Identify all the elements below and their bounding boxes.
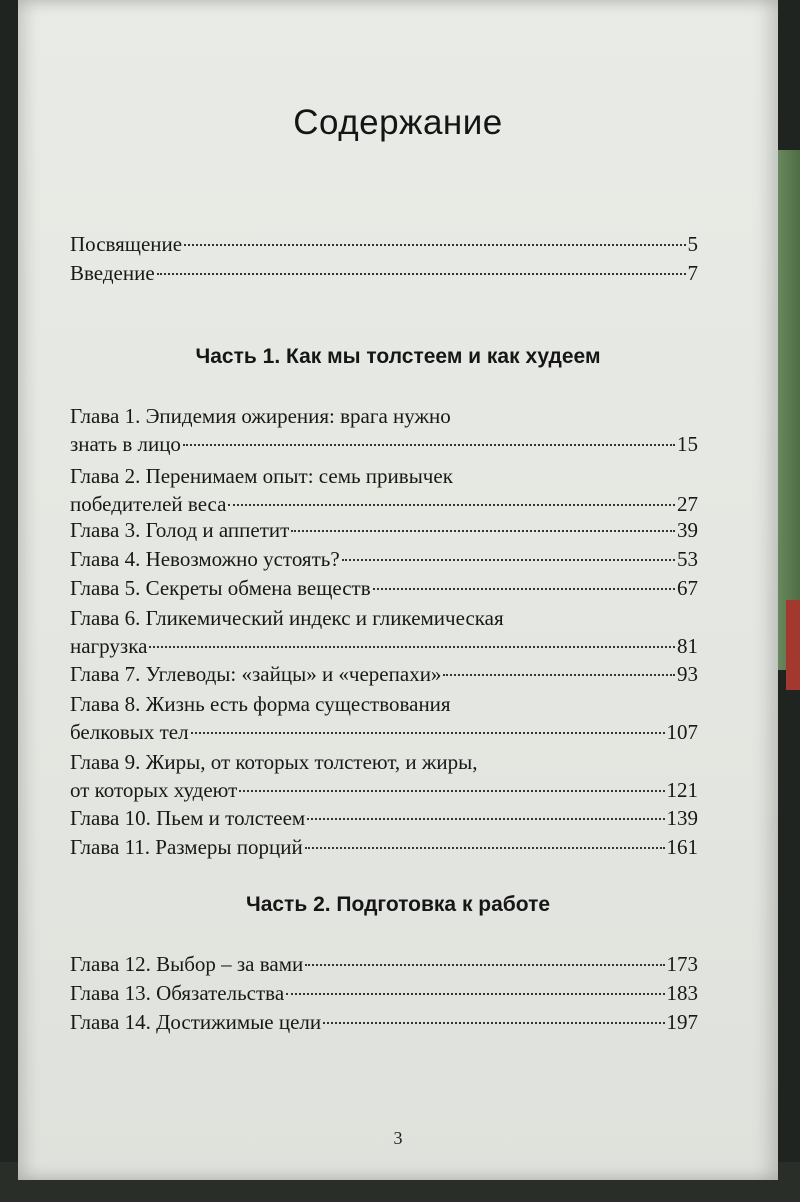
entry-title: Глава 11. Размеры порций bbox=[70, 835, 303, 859]
toc-entry-chapter bbox=[70, 660, 698, 688]
entry-page: 107 bbox=[666, 720, 698, 744]
toc-entry-chapter bbox=[70, 690, 698, 746]
entry-page: 161 bbox=[666, 835, 698, 859]
toc-entry-chapter bbox=[70, 516, 698, 544]
entry-title: Глава 12. Выбор – за вами bbox=[70, 952, 304, 976]
entry-title: от которых худеют bbox=[70, 778, 238, 802]
leader-dots bbox=[307, 818, 664, 820]
entry-title: нагрузка bbox=[70, 634, 148, 658]
toc-entry-dedication bbox=[70, 230, 698, 258]
entry-title: Глава 13. Обязательства bbox=[70, 981, 285, 1005]
entry-page: 173 bbox=[666, 952, 698, 976]
leader-dots bbox=[157, 273, 686, 275]
part-heading: Часть 2. Подготовка к работе bbox=[245, 893, 551, 916]
entry-page: 39 bbox=[677, 518, 698, 542]
leader-dots bbox=[286, 993, 664, 995]
leader-dots bbox=[305, 847, 665, 849]
entry-page: 121 bbox=[666, 778, 698, 802]
part-heading: Часть 1. Как мы толстеем и как худеем bbox=[195, 345, 601, 368]
page-number: 3 bbox=[393, 1128, 403, 1148]
leader-dots bbox=[373, 588, 675, 590]
entry-title: Глава 3. Голод и аппетит bbox=[70, 518, 290, 542]
entry-page: 53 bbox=[677, 547, 698, 571]
toc-entry-chapter bbox=[70, 748, 698, 804]
leader-dots bbox=[183, 444, 675, 446]
toc-entry-chapter bbox=[70, 1008, 698, 1036]
leader-dots bbox=[239, 790, 664, 792]
leader-dots bbox=[184, 244, 685, 246]
toc-entry-chapter bbox=[70, 545, 698, 573]
entry-title: Глава 7. Углеводы: «зайцы» и «черепахи» bbox=[70, 662, 442, 686]
leader-dots bbox=[228, 504, 675, 506]
page-title: Содержание bbox=[293, 103, 503, 142]
entry-page: 15 bbox=[677, 432, 698, 456]
entry-title-line: Глава 9. Жиры, от которых толстеют, и жиры, bbox=[70, 750, 478, 774]
entry-title-line: Глава 8. Жизнь есть форма существования bbox=[70, 692, 451, 716]
entry-page: 67 bbox=[677, 576, 698, 600]
leader-dots bbox=[323, 1022, 664, 1024]
entry-title: победителей веса bbox=[70, 492, 227, 516]
leader-dots bbox=[342, 559, 675, 561]
toc-entry-chapter bbox=[70, 979, 698, 1007]
toc-entry-chapter bbox=[70, 833, 698, 861]
leader-dots bbox=[291, 530, 675, 532]
book-cover-edge-red bbox=[786, 600, 800, 690]
entry-title: Посвящение bbox=[70, 232, 183, 256]
book-page bbox=[18, 0, 778, 1180]
toc-entry-introduction bbox=[70, 259, 698, 287]
entry-page: 139 bbox=[666, 806, 698, 830]
entry-title: Введение bbox=[70, 261, 155, 285]
toc-entry-chapter bbox=[70, 950, 698, 978]
entry-title-line: Глава 6. Гликемический индекс и гликемическая bbox=[70, 606, 504, 630]
entry-page: 93 bbox=[677, 662, 698, 686]
entry-page: 197 bbox=[666, 1010, 698, 1034]
leader-dots bbox=[305, 964, 664, 966]
entry-page: 5 bbox=[687, 232, 698, 256]
entry-title: белковых тел bbox=[70, 720, 189, 744]
entry-title: Глава 14. Достижимые цели bbox=[70, 1010, 322, 1034]
leader-dots bbox=[443, 674, 675, 676]
entry-title: Глава 4. Невозможно устоять? bbox=[70, 547, 340, 571]
entry-title-line: Глава 1. Эпидемия ожирения: врага нужно bbox=[70, 404, 451, 428]
entry-title: знать в лицо bbox=[70, 432, 181, 456]
entry-title: Глава 5. Секреты обмена веществ bbox=[70, 576, 371, 600]
leader-dots bbox=[191, 732, 665, 734]
entry-page: 27 bbox=[677, 492, 698, 516]
entry-page: 7 bbox=[687, 261, 698, 285]
entry-page: 81 bbox=[677, 634, 698, 658]
toc-entry-chapter bbox=[70, 804, 698, 832]
toc-entry-chapter bbox=[70, 604, 698, 660]
toc-entry-chapter bbox=[70, 462, 698, 518]
toc-entry-chapter bbox=[70, 402, 698, 458]
leader-dots bbox=[149, 646, 675, 648]
entry-title-line: Глава 2. Перенимаем опыт: семь привычек bbox=[70, 464, 453, 488]
toc-entry-chapter bbox=[70, 574, 698, 602]
entry-page: 183 bbox=[666, 981, 698, 1005]
entry-title: Глава 10. Пьем и толстеем bbox=[70, 806, 306, 830]
